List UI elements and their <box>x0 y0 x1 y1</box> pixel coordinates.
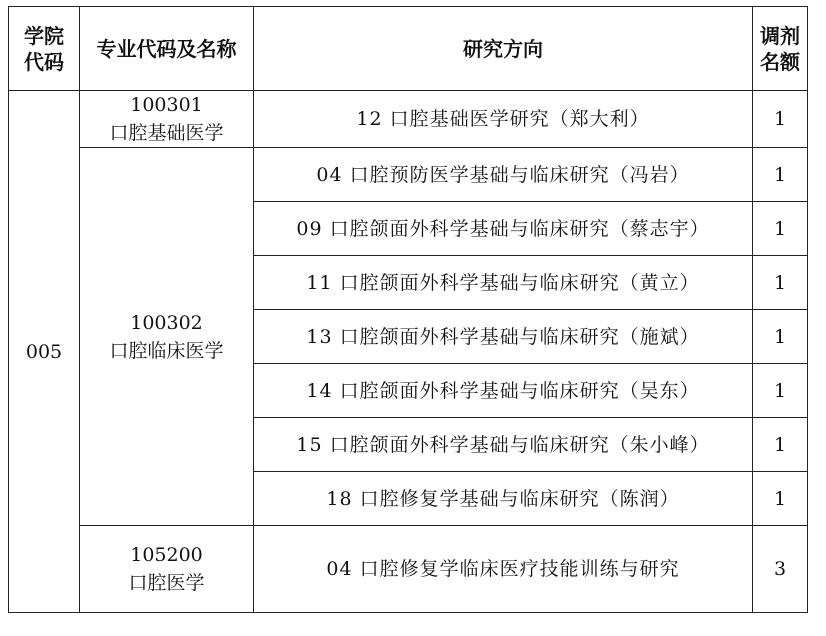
quota-cell: 1 <box>753 91 808 148</box>
direction-cell: 11 口腔颌面外科学基础与临床研究（黄立） <box>254 256 753 310</box>
quota-cell: 1 <box>753 148 808 202</box>
table-row <box>9 526 808 613</box>
major-code: 100301 <box>130 94 203 116</box>
quota-cell: 1 <box>753 310 808 364</box>
direction-cell: 15 口腔颌面外科学基础与临床研究（朱小峰） <box>254 418 753 472</box>
table-row <box>9 148 808 202</box>
quota-cell: 1 <box>753 202 808 256</box>
direction-cell: 04 口腔修复学临床医疗技能训练与研究 <box>254 526 753 613</box>
major-cell <box>80 91 254 148</box>
header-direction: 研究方向 <box>254 7 753 91</box>
header-row <box>9 7 808 91</box>
major-name: 口腔医学 <box>128 572 205 594</box>
major-code: 100302 <box>130 311 203 334</box>
header-major: 专业代码及名称 <box>80 7 254 91</box>
quota-cell: 1 <box>753 418 808 472</box>
major-name: 口腔基础医学 <box>109 122 224 144</box>
major-name: 口腔临床医学 <box>109 339 224 362</box>
direction-cell: 09 口腔颌面外科学基础与临床研究（蔡志宇） <box>254 202 753 256</box>
direction-cell: 13 口腔颌面外科学基础与临床研究（施斌） <box>254 310 753 364</box>
quota-cell: 1 <box>753 364 808 418</box>
direction-cell: 12 口腔基础医学研究（郑大利） <box>254 91 753 148</box>
header-quota: 调剂名额 <box>753 7 808 91</box>
direction-cell: 04 口腔预防医学基础与临床研究（冯岩） <box>254 148 753 202</box>
direction-cell: 14 口腔颌面外科学基础与临床研究（吴东） <box>254 364 753 418</box>
direction-cell: 18 口腔修复学基础与临床研究（陈润） <box>254 472 753 526</box>
major-code: 105200 <box>130 544 203 566</box>
adjustment-quota-table <box>8 6 808 613</box>
major-cell <box>80 148 254 526</box>
college-code-cell: 005 <box>9 91 80 613</box>
major-cell <box>80 526 254 613</box>
header-college-code: 学院代码 <box>9 7 80 91</box>
table-container <box>8 6 808 613</box>
quota-cell: 1 <box>753 472 808 526</box>
quota-cell: 3 <box>753 526 808 613</box>
quota-cell: 1 <box>753 256 808 310</box>
table-row <box>9 91 808 148</box>
